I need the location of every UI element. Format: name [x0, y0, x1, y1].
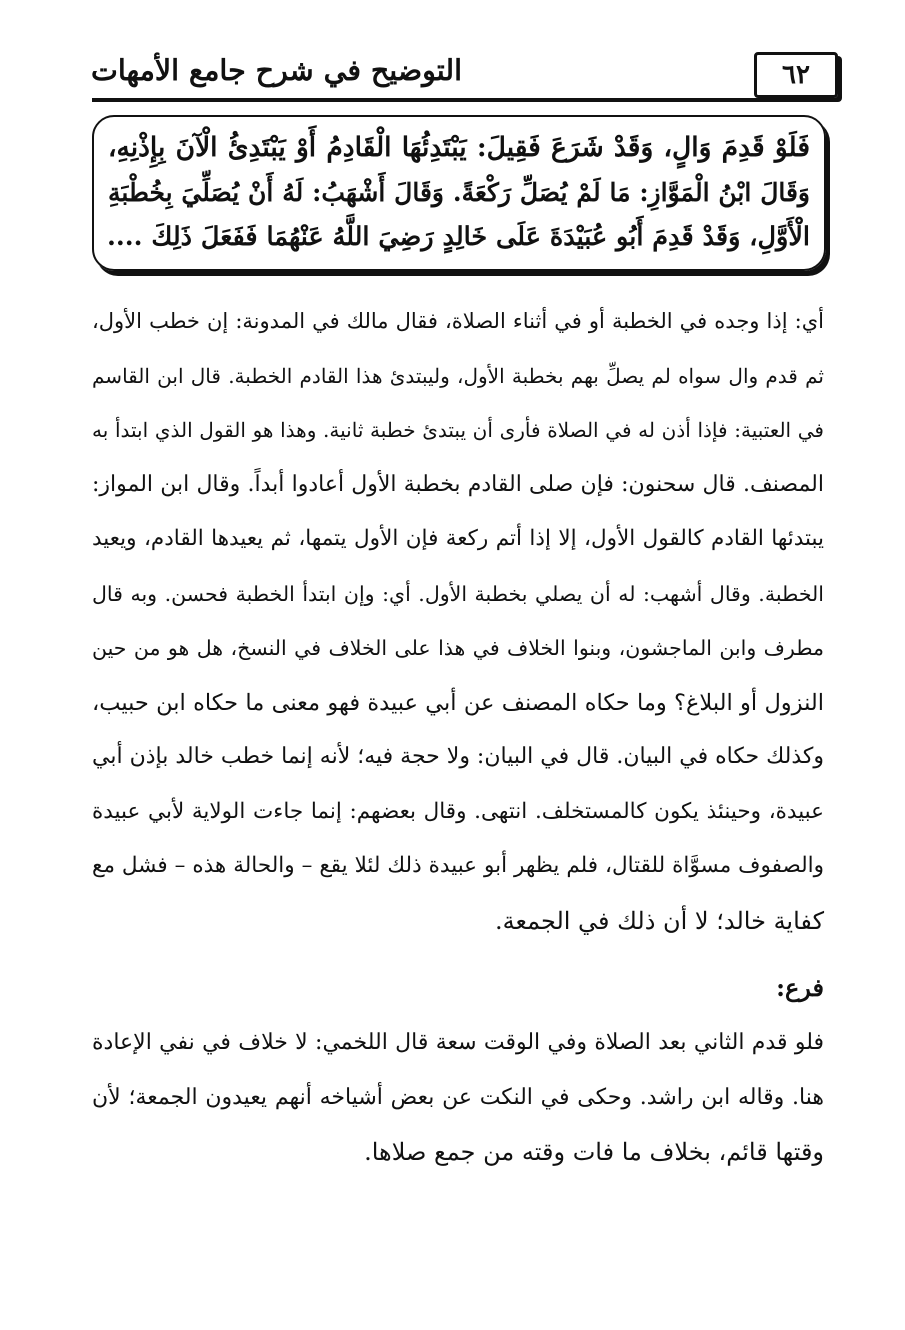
far-line: هنا. وقاله ابن راشد. وحكى في النكت عن بعض أشياخه أنهم يعيدون الجمعة؛ لأن — [92, 1084, 824, 1110]
commentary-line: ثم قدم وال سواه لم يصلِّ بهم بخطبة الأول، وليبتدئ هذا القادم الخطبة. قال ابن القاسم — [92, 363, 824, 388]
matn-line: فَلَوْ قَدِمَ وَالٍ، وَقَدْ شَرَعَ فَقِيلَ: يَبْتَدِئُهَا الْقَادِمُ أَوْ يَبْتَدِئُ الْآنَ بِإِذْنِهِ، — [108, 132, 810, 163]
commentary-line: مطرف وابن الماجشون، وبنوا الخلاف في هذا على الخلاف في النسخ، هل هو من حين — [92, 636, 824, 660]
commentary-line: النزول أو البلاغ؟ وما حكاه المصنف عن أبي عبيدة فهو معنى ما حكاه ابن حبيب، — [92, 689, 824, 716]
commentary-line: في العتبية: فإذا أذن له في الصلاة فأرى أن يبتدئ خطبة ثانية. وهذا هو القول الذي ابتدأ به — [92, 418, 824, 442]
far-heading: فرع: — [776, 973, 824, 1002]
commentary-line: أي: إذا وجده في الخطبة أو في أثناء الصلاة، فقال مالك في المدونة: إن خطب الأول، — [92, 309, 824, 333]
commentary-line: عبيدة، وحينئذ يكون كالمستخلف. انتهى. وقال بعضهم: إنما جاءت الولاية لأبي عبيدة — [92, 798, 824, 824]
commentary-line: الخطبة. وقال أشهب: له أن يصلي بخطبة الأول. أي: وإن ابتدأ الخطبة فحسن. وبه قال — [92, 581, 824, 606]
matn-line: الْأَوَّلِ، وَقَدْ قَدِمَ أَبُو عُبَيْدَةَ عَلَى خَالِدٍ رَضِيَ اللَّهُ عَنْهُمَا فَفَعَلَ ذَلِكَ .... — [107, 222, 810, 252]
matn-line: وَقَالَ ابْنُ الْمَوَّازِ: مَا لَمْ يُصَلِّ رَكْعَةً. وَقَالَ أَشْهَبُ: لَهُ أَنْ يُصَلِّيَ بِخُطْبَةِ — [108, 178, 810, 207]
commentary-line: المصنف. قال سحنون: فإن صلى القادم بخطبة الأول أعادوا أبداً. وقال ابن المواز: — [92, 471, 824, 497]
page-header — [92, 46, 838, 104]
header-rule — [92, 98, 838, 102]
commentary-line: وكذلك حكاه في البيان. قال في البيان: ولا حجة فيه؛ لأنه إنما خطب خالد بإذن أبي — [92, 744, 824, 769]
far-text — [92, 1016, 824, 1180]
book-title: التوضيح في شرح جامع الأمهات — [90, 53, 462, 87]
commentary-line: يبتدئها القادم كالقول الأول، إلا إذا أتم ركعة فإن الأول يتمها، ثم يعيدها القادم، ويعيد — [92, 526, 824, 551]
page-number: ٦٢ — [754, 52, 838, 98]
far-line: فلو قدم الثاني بعد الصلاة وفي الوقت سعة قال اللخمي: لا خلاف في نفي الإعادة — [92, 1030, 824, 1055]
commentary-line: كفاية خالد؛ لا أن ذلك في الجمعة. — [495, 906, 824, 935]
matn-text-box — [92, 115, 826, 271]
commentary-text — [92, 294, 824, 948]
far-line: وقتها قائم، بخلاف ما فات وقته من جمع صلاها. — [364, 1138, 824, 1166]
commentary-line: والصفوف مسوَّاة للقتال، فلم يظهر أبو عبيدة ذلك لئلا يقع – والحالة هذه – فشل مع — [92, 853, 824, 878]
